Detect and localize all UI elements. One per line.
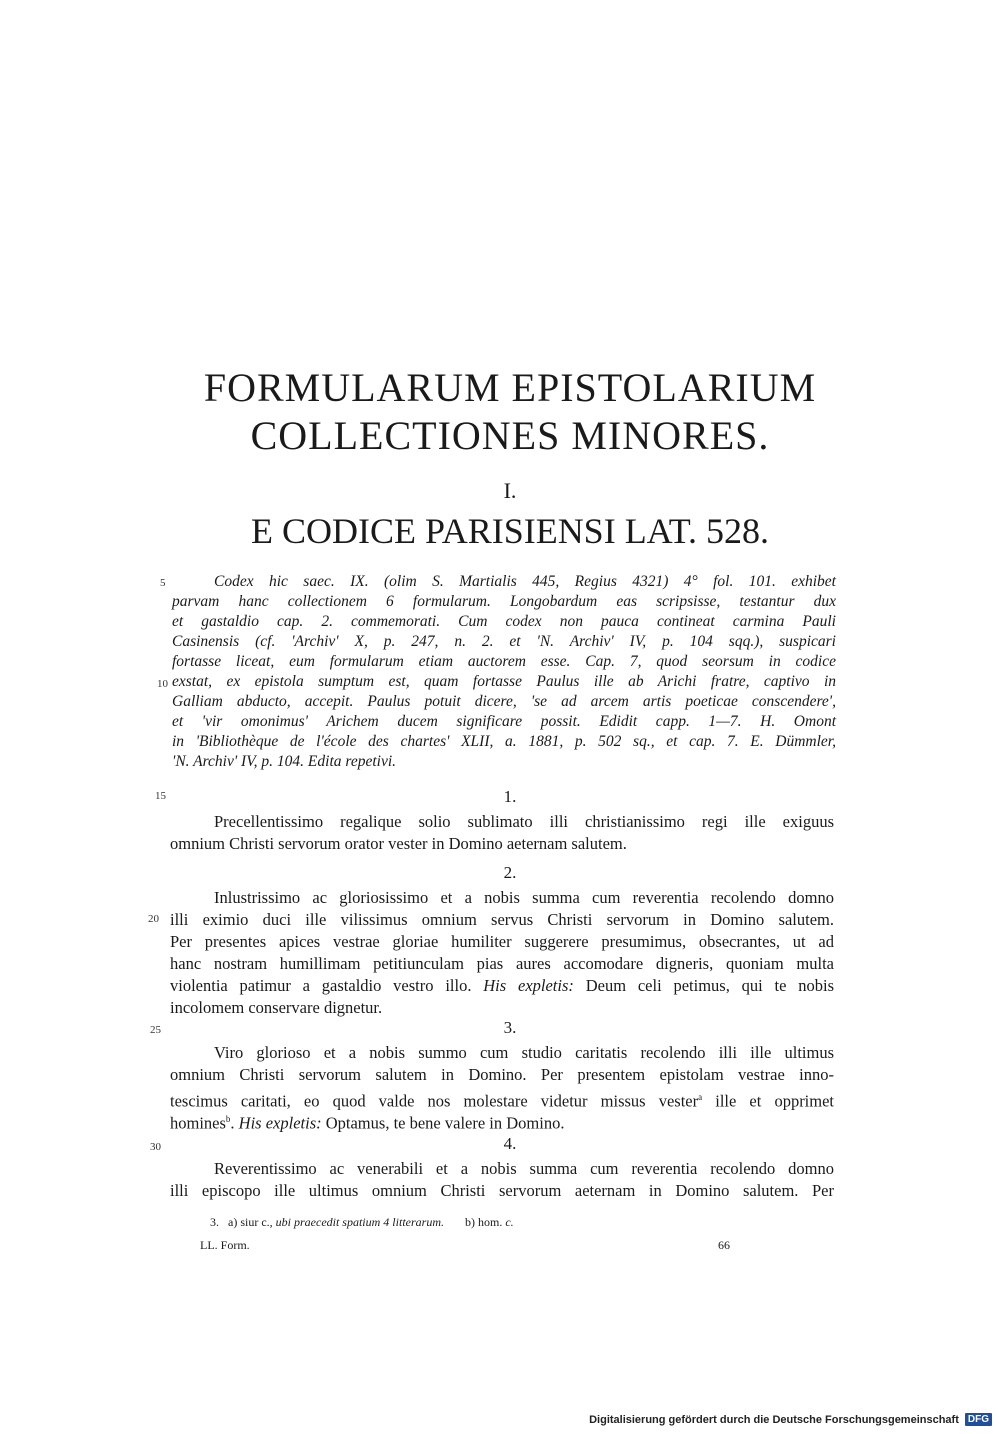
intro-line: Galliam abducto, accepit. Paulus potuit dicere, 'se ad arcem artis poeticae conscendere', (172, 693, 836, 710)
main-title-line-1: FORMULARUM EPISTOLARIUM (203, 365, 817, 410)
intro-line: exstat, ex epistola sumptum est, quam fortasse Paulus ille ab Arichi fratre, captivo in (172, 673, 836, 690)
formula-line: tescimus caritati, eo quod valde nos molestare videtur missus vester$^a$ ille et opprimet (170, 1091, 835, 1111)
intro-line: et 'vir omonimus' Arichem ducem significare possit. Edidit capp. 1—7. H. Omont (172, 713, 836, 730)
formula-number: 2. (503, 863, 517, 882)
margin-line-number: 30 (150, 1141, 161, 1153)
intro-line: 'N. Archiv' IV, p. 104. Edita repetivi. (172, 753, 397, 770)
main-title-line-2: COLLECTIONES MINORES. (250, 413, 770, 458)
dfg-logo-icon: DFG (965, 1413, 992, 1426)
formula-number: 4. (503, 1134, 517, 1153)
formula-line: hanc nostram humillimam petitiunculam pias aures accomodare digneris, quoniam multa (170, 954, 834, 973)
footnote: 3. a) siur c., ubi praecedit spatium 4 litterarum. b) hom. c. (210, 1215, 514, 1229)
intro-line: Casinensis (cf. 'Archiv' X, p. 247, n. 2. et 'N. Archiv' IV, p. 104 sqq.), suspicari (172, 633, 836, 650)
margin-line-number: 10 (157, 678, 168, 690)
intro-line: Codex hic saec. IX. (olim S. Martialis 445, Regius 4321) 4° fol. 101. exhibet (214, 573, 836, 590)
intro-line: parvam hanc collectionem 6 formularum. Longobardum eas scripsisse, testantur dux (172, 593, 836, 610)
formula-number: 3. (503, 1018, 517, 1037)
margin-line-number: 15 (155, 790, 166, 802)
dfg-credit-text: Digitalisierung gefördert durch die Deutsche Forschungsgemeinschaft (589, 1413, 959, 1426)
formula-line: illi eximio duci ille vilissimus omnium servus Christi servorum in Domino salutem. (170, 910, 834, 929)
footer-collection-abbrev: LL. Form. (200, 1238, 250, 1252)
formula-line: violentia patimur a gastaldio vestro illo. His expletis: Deum celi petimus, qui te nobis (170, 976, 835, 995)
formula-line: Inlustrissimo ac gloriosissimo et a nobis summa cum reverentia recolendo domno (214, 888, 834, 907)
margin-line-number: 25 (150, 1024, 161, 1036)
formula-line: Per presentes apices vestrae gloriae humiliter suggerere presumimus, obsecrantes, ut ad (170, 932, 834, 951)
formula-line: omnium Christi servorum salutem in Domino. Per presentem epistolam vestrae inno- (170, 1065, 834, 1084)
section-numeral: I. (503, 478, 517, 503)
formula-line: illi episcopo ille ultimus omnium Christi servorum aeternam in Domino salutem. Per (170, 1181, 834, 1200)
margin-line-number: 20 (148, 913, 159, 925)
margin-line-number: 5 (160, 577, 166, 589)
intro-line: fortasse liceat, eum formularum etiam auctorem esse. Cap. 7, quod seorsum in codice (172, 653, 836, 670)
formula-line: Precellentissimo regalique solio sublimato illi christianissimo regi ille exiguus (214, 812, 834, 831)
formula-line: incolomem conservare dignetur. (170, 998, 383, 1017)
footer-signature-number: 66 (718, 1238, 730, 1252)
formula-line: omnium Christi servorum orator vester in Domino aeternam salutem. (170, 834, 627, 853)
formula-line: Reverentissimo ac venerabili et a nobis summa cum reverentia recolendo domno (214, 1159, 834, 1178)
formula-number: 1. (503, 787, 517, 806)
intro-line: et gastaldio cap. 2. commemorati. Cum codex non pauca contineat carmina Pauli (172, 613, 836, 630)
formula-line: Viro glorioso et a nobis summo cum studio caritatis recolendo illi ille ultimus (214, 1043, 834, 1062)
dfg-credit (589, 1413, 992, 1426)
intro-line: in 'Bibliothèque de l'école des chartes' XLII, a. 1881, p. 502 sq., et cap. 7. E. Dümmler, (172, 733, 836, 750)
section-subtitle: E CODICE PARISIENSI LAT. 528. (250, 511, 770, 551)
formula-line: homines$^b$. His expletis: Optamus, te bene valere in Domino. (170, 1113, 565, 1133)
